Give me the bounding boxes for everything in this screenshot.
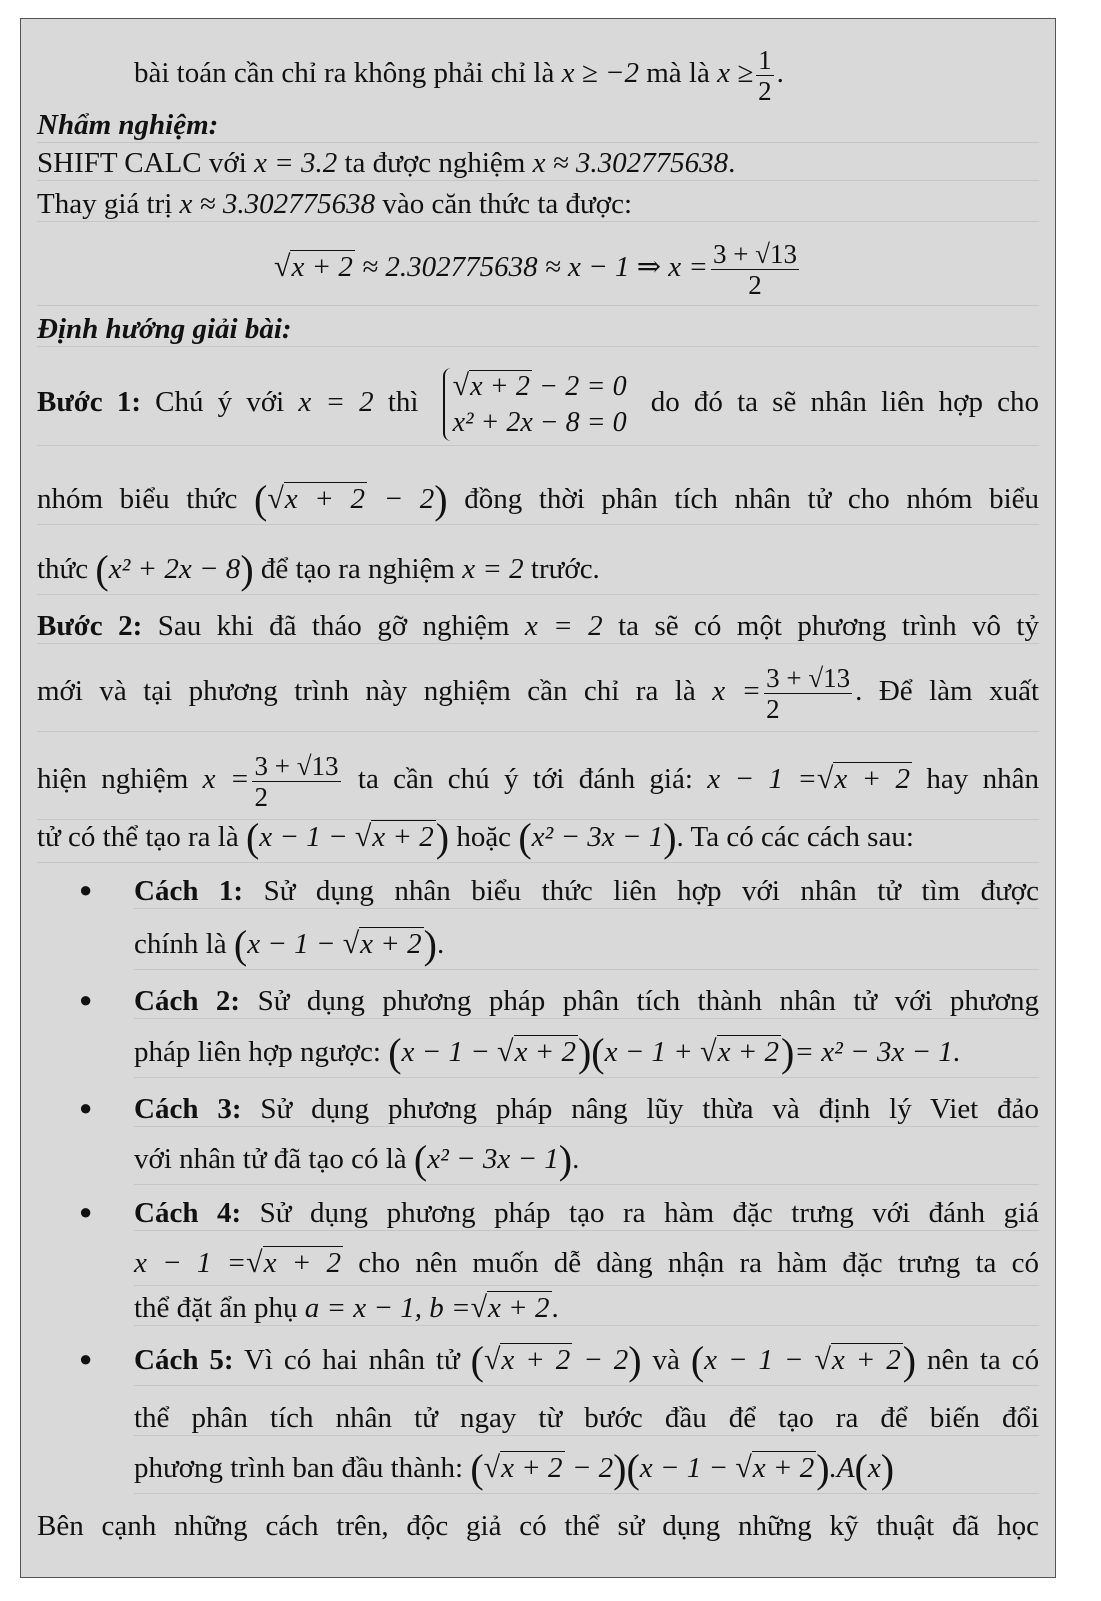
- list-item-cont: thể đặt ẩn phụ a = x − 1, b =√x + 2.: [134, 1291, 1039, 1326]
- bullet-icon: ●: [79, 1199, 93, 1224]
- text-line: Bước 2: Sau khi đã tháo gỡ nghiệm x = 2 ta sẽ có một phương trình vô tỷ: [37, 610, 1039, 642]
- list-item-cont: với nhân tử đã tạo có là (x² − 3x − 1).: [134, 1134, 1039, 1185]
- fraction: $\frac{3 + √13}{2}$: [254, 750, 339, 812]
- list-item: Cách 2: Sử dụng phương pháp phân tích thành nhân tử với phương: [134, 985, 1039, 1017]
- list-item-cont: chính là (x − 1 − √x + 2).: [134, 919, 1039, 970]
- text: bài toán cần chỉ ra không phải chỉ là: [134, 57, 555, 89]
- list-item: Cách 4: Sử dụng phương pháp tạo ra hàm đặc trưng với đánh giá: [134, 1197, 1040, 1229]
- math: x ≥ −2: [561, 57, 639, 89]
- text-line: Bên cạnh những cách trên, độc giả có thể sử dụng những kỹ thuật đã học: [37, 1510, 1039, 1542]
- text-line: nhóm biểu thức (√x + 2 − 2) đồng thời phân tích nhân tử cho nhóm biểu: [37, 474, 1039, 525]
- heading-dinh-huong: Định hướng giải bài:: [37, 312, 1039, 347]
- bullet-icon: ●: [79, 1346, 93, 1371]
- text-line: tử có thể tạo ra là (x − 1 − √x + 2) hoặc (x² − 3x − 1). Ta có các cách sau:: [37, 812, 1039, 863]
- fraction: $\frac{3 + √13}{2}$: [712, 238, 797, 300]
- sqrt: √x + 2: [274, 250, 353, 283]
- list-item: Cách 5: Vì có hai nhân tử (√x + 2 − 2) và (x − 1 − √x + 2) nên ta có: [134, 1335, 1039, 1386]
- text-line: mới và tại phương trình này nghiệm cần chỉ ra là x = $\frac{3 + √13}{2}$ . Để làm xuất: [37, 651, 1039, 732]
- text-line: hiện nghiệm x = $\frac{3 + √13}{2}$ ta cần chú ý tới đánh giá: x − 1 =√x + 2 hay nhân: [37, 739, 1039, 820]
- bullet-icon: ●: [79, 1095, 93, 1120]
- document-page: [20, 18, 1056, 1578]
- text: mà là: [646, 57, 710, 89]
- fraction: $\frac{3 + √13}{2}$: [766, 662, 851, 724]
- list-item: Cách 3: Sử dụng phương pháp nâng lũy thừa và định lý Viet đảo: [134, 1093, 1040, 1125]
- text-line: SHIFT CALC với x = 3.2 ta được nghiệm x ≈ 3.302775638.: [37, 146, 1039, 181]
- list-item-cont: phương trình ban đầu thành: (√x + 2 − 2)(x − 1 − √x + 2).A(x): [134, 1443, 1039, 1494]
- equation: √x + 2 ≈ 2.302775638 ≈ x − 1 ⇒ x = $\frac{3 + √13}{2}$: [37, 229, 1039, 306]
- heading-nham-nghiem: Nhẩm nghiệm:: [37, 108, 1039, 143]
- text-line: thức (x² + 2x − 8) để tạo ra nghiệm x = 2 trước.: [37, 544, 1039, 595]
- text-line: Bước 1: Chú ý với x = 2 thì √x + 2 − 2 = 0 x² + 2x − 8 = 0 do đó ta sẽ nhân liên hợp cho: [37, 359, 1039, 446]
- bullet-icon: ●: [79, 987, 93, 1012]
- list-item: Cách 1: Sử dụng nhân biểu thức liên hợp với nhân tử tìm được: [134, 875, 1040, 907]
- list-item-cont: thể phân tích nhân tử ngay từ bước đầu để tạo ra để biến đổi: [134, 1402, 1039, 1434]
- equation-system: √x + 2 − 2 = 0 x² + 2x − 8 = 0: [443, 368, 627, 441]
- text-line: Thay giá trị x ≈ 3.302775638 vào căn thức ta được:: [37, 187, 1039, 222]
- math: x ≥: [717, 57, 754, 89]
- bullet-icon: ●: [79, 877, 93, 902]
- list-item-cont: x − 1 =√x + 2 cho nên muốn dễ dàng nhận ra hàm đặc trưng ta có: [134, 1241, 1039, 1286]
- fraction: $\frac{1}{2}$: [758, 44, 772, 106]
- text-line: bài toán cần chỉ ra không phải chỉ là x ≥ −2 mà là x ≥ $\frac{1}{2}$ .: [134, 44, 784, 106]
- list-item-cont: pháp liên hợp ngược: (x − 1 − √x + 2)(x − 1 + √x + 2)= x² − 3x − 1.: [134, 1027, 1039, 1078]
